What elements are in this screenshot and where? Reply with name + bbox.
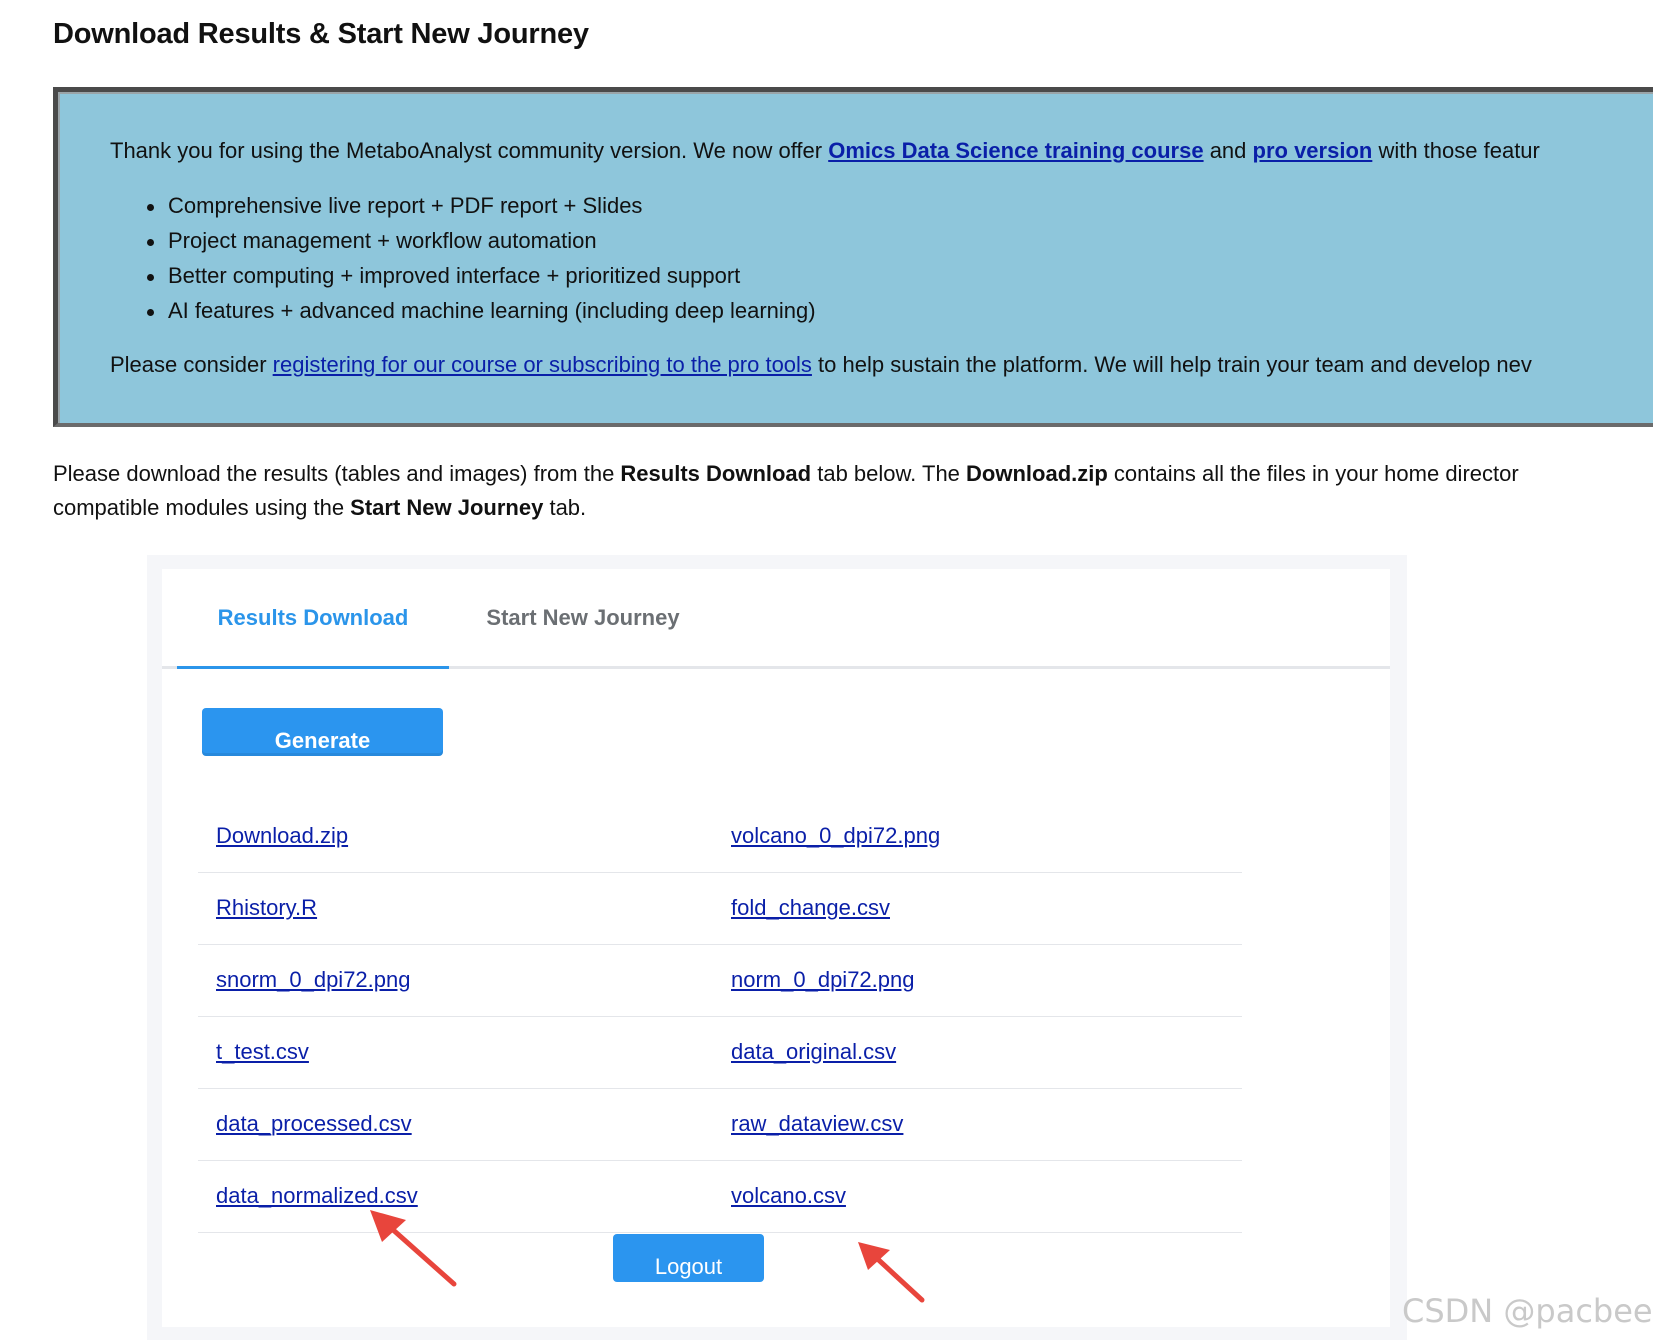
intro-text-1: Please download the results (tables and images) from the — [53, 461, 621, 486]
table-row — [198, 1017, 1242, 1089]
promo-consider-prefix: Please consider — [110, 352, 273, 377]
file-cell — [731, 1111, 903, 1137]
pro-version-link[interactable]: pro version — [1252, 138, 1373, 163]
logout-button[interactable]: Logout — [613, 1234, 764, 1282]
file-link[interactable]: data_processed.csv — [216, 1111, 412, 1136]
file-cell — [216, 967, 410, 993]
promo-box — [53, 87, 1653, 427]
file-link[interactable]: t_test.csv — [216, 1039, 309, 1064]
file-link[interactable]: data_original.csv — [731, 1039, 897, 1064]
page-title: Download Results & Start New Journey — [53, 18, 589, 50]
feature-list — [168, 192, 816, 332]
promo-intro-and: and — [1203, 138, 1253, 163]
intro-text-3: contains all the files in your home director — [1107, 461, 1519, 486]
course-link[interactable]: Omics Data Science training course — [828, 138, 1204, 163]
promo-consider-line — [110, 352, 1532, 378]
intro-text — [53, 457, 1519, 525]
intro-bold-journey: Start New Journey — [350, 495, 544, 520]
table-row — [198, 1161, 1242, 1233]
intro-bold-results: Results Download — [620, 461, 812, 486]
file-cell — [216, 895, 317, 921]
intro-text-2: tab below. The — [811, 461, 967, 486]
intro-line-1 — [53, 457, 1519, 491]
file-link[interactable]: snorm_0_dpi72.png — [216, 967, 411, 992]
intro-text-5: tab. — [543, 495, 587, 520]
file-cell — [731, 823, 940, 849]
feature-item: Comprehensive live report + PDF report + Slides — [168, 192, 816, 227]
file-cell — [216, 1039, 309, 1065]
intro-text-4: compatible modules using the — [53, 495, 351, 520]
file-cell — [216, 1183, 418, 1209]
file-link[interactable]: norm_0_dpi72.png — [731, 967, 915, 992]
file-table — [198, 801, 1242, 1233]
generate-button[interactable]: Generate — [202, 708, 443, 756]
file-cell — [731, 1183, 846, 1209]
feature-item: Better computing + improved interface + prioritized support — [168, 262, 816, 297]
file-link[interactable]: Download.zip — [216, 823, 349, 848]
results-panel — [147, 555, 1407, 1340]
file-cell — [731, 967, 914, 993]
results-card — [162, 569, 1390, 1327]
tab-bar — [162, 569, 1390, 669]
file-link[interactable]: volcano_0_dpi72.png — [731, 823, 941, 848]
promo-consider-suffix: to help sustain the platform. We will help train your team and develop nev — [811, 352, 1532, 377]
table-row — [198, 873, 1242, 945]
table-row — [198, 801, 1242, 873]
feature-item: AI features + advanced machine learning (including deep learning) — [168, 297, 816, 332]
register-link[interactable]: registering for our course or subscribing to the pro tools — [272, 352, 812, 377]
file-cell — [216, 1111, 412, 1137]
promo-intro-prefix: Thank you for using the MetaboAnalyst community version. We now offer — [110, 138, 829, 163]
file-cell — [731, 1039, 896, 1065]
feature-item: Project management + workflow automation — [168, 227, 816, 262]
intro-bold-zip: Download.zip — [966, 461, 1108, 486]
file-link[interactable]: raw_dataview.csv — [731, 1111, 904, 1136]
intro-line-2 — [53, 491, 1519, 525]
table-row — [198, 945, 1242, 1017]
tab-start-new-journey[interactable]: Start New Journey — [486, 605, 680, 630]
promo-intro-line — [110, 138, 1540, 164]
promo-intro-suffix: with those featur — [1372, 138, 1540, 163]
table-row — [198, 1089, 1242, 1161]
file-cell — [731, 895, 890, 921]
file-link[interactable]: volcano.csv — [731, 1183, 846, 1208]
file-link[interactable]: Rhistory.R — [216, 895, 318, 920]
file-cell — [216, 823, 348, 849]
watermark: CSDN @pacbee — [1402, 1292, 1653, 1330]
file-link[interactable]: data_normalized.csv — [216, 1183, 418, 1208]
tab-results-download[interactable]: Results Download — [177, 569, 449, 669]
file-link[interactable]: fold_change.csv — [731, 895, 890, 920]
